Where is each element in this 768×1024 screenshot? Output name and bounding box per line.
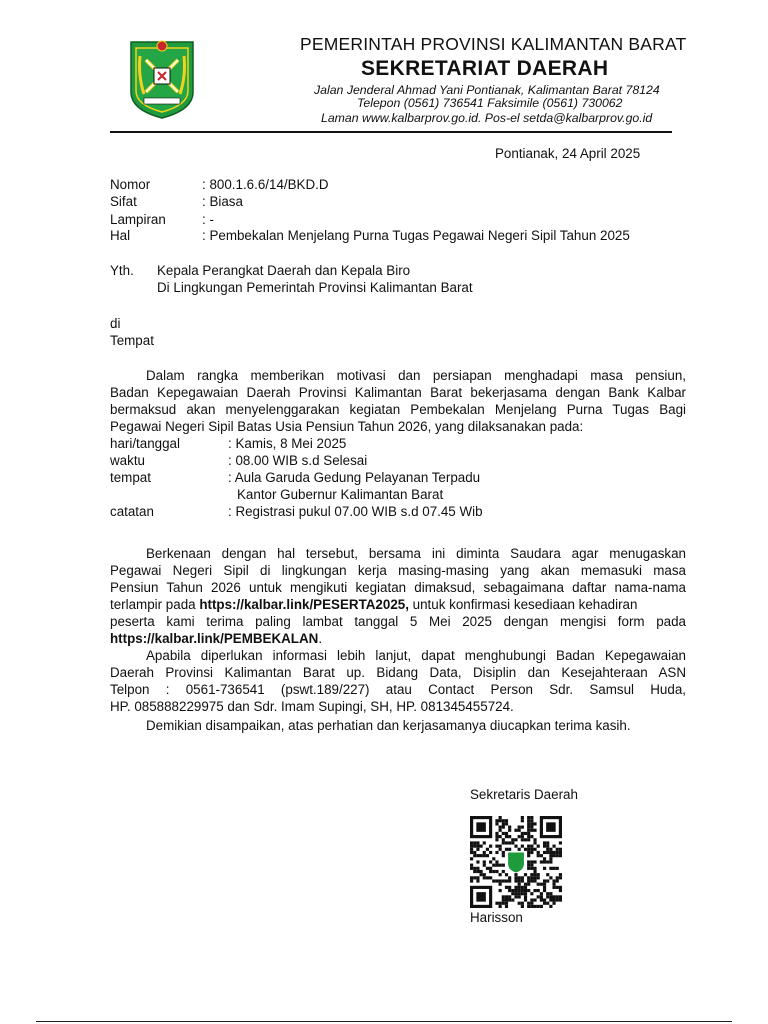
paragraph-1-line-3: bermaksud akan menyelenggarakan kegiatan Pembekalan Menjelang Purna Tugas Bagi: [110, 402, 686, 417]
paragraph-3-line-4: HP. 085888229975 dan Sdr. Imam Supingi, SH, HP. 081345455724.: [110, 699, 514, 714]
recipient-salutation: Yth.: [110, 263, 134, 278]
meta-label-sifat: Sifat: [110, 194, 137, 209]
paragraph-2-line-4-start: terlampir pada: [110, 597, 200, 612]
paragraph-2-line-6: [110, 631, 322, 646]
paragraph-2-line-3: Pensiun Tahun 2026 untuk mengikuti kegiatan dimaksud, sebagaimana daftar nama-nama: [110, 580, 686, 595]
office-name: SEKRETARIAT DAERAH: [361, 57, 609, 80]
paragraph-2-line-4: [110, 597, 637, 612]
recipient-place: Tempat: [110, 333, 154, 348]
recipient-di: di: [110, 316, 121, 331]
letterhead-divider: [110, 131, 672, 133]
paragraph-1-line-4: Pegawai Negeri Sipil Batas Usia Pensiun Tahun 2026, yang dilaksanakan pada:: [110, 419, 584, 434]
meta-value-nomor: : 800.1.6.6/14/BKD.D: [202, 177, 329, 192]
signatory-title: Sekretaris Daerah: [470, 787, 578, 802]
detail-value-note: : Registrasi pukul 07.00 WIB s.d 07.45 Wib: [228, 504, 483, 519]
signatory-name: Harisson: [470, 910, 523, 925]
paragraph-1-line-2: Badan Kepegawaian Daerah Provinsi Kalimantan Barat bekerjasama dengan Bank Kalbar: [110, 385, 686, 400]
detail-value-date: : Kamis, 8 Mei 2025: [228, 436, 347, 451]
paragraph-1-line-1: Dalam rangka memberikan motivasi dan persiapan menghadapi masa pensiun,: [146, 368, 686, 383]
detail-value-time: : 08.00 WIB s.d Selesai: [228, 453, 368, 468]
detail-value-place-line-2: Kantor Gubernur Kalimantan Barat: [237, 487, 444, 502]
closing-sentence: Demikian disampaikan, atas perhatian dan kerjasamanya diucapkan terima kasih.: [146, 718, 631, 733]
detail-label-time: waktu: [110, 453, 145, 468]
paragraph-3-line-2: Daerah Provinsi Kalimantan Barat up. Bidang Data, Disiplin dan Kesejahteraan ASN: [110, 665, 686, 680]
office-phone: Telepon (0561) 736541 Faksimile (0561) 730062: [357, 96, 623, 110]
footer-divider: [36, 1021, 732, 1022]
detail-label-date: hari/tanggal: [110, 436, 180, 451]
meta-label-hal: Hal: [110, 228, 131, 243]
paragraph-2-line-5: peserta kami terima paling lambat tanggal 5 Mei 2025 dengan mengisi form pada: [110, 614, 686, 629]
office-web-email: Laman www.kalbarprov.go.id. Pos-el setda@kalbarprov.go.id: [321, 111, 653, 125]
recipient-line-1: Kepala Perangkat Daerah dan Kepala Biro: [157, 263, 411, 278]
participant-list-link[interactable]: https://kalbar.link/PESERTA2025,: [199, 597, 409, 612]
paragraph-2-line-4-end: untuk konfirmasi kesediaan kehadiran: [408, 597, 638, 612]
meta-label-nomor: Nomor: [110, 177, 151, 192]
meta-label-lampiran: Lampiran: [110, 212, 166, 227]
paragraph-3-line-1: Apabila diperlukan informasi lebih lanjut, dapat menghubungi Badan Kepegawaian: [146, 648, 686, 663]
government-name: PEMERINTAH PROVINSI KALIMANTAN BARAT: [300, 34, 687, 54]
paragraph-2-line-1: Berkenaan dengan hal tersebut, bersama ini diminta Saudara agar menugaskan: [146, 546, 686, 561]
detail-label-note: catatan: [110, 504, 154, 519]
letter-date: Pontianak, 24 April 2025: [495, 146, 641, 161]
recipient-line-2: Di Lingkungan Pemerintah Provinsi Kalimantan Barat: [157, 280, 473, 295]
paragraph-3-line-3: Telpon : 0561-736541 (pswt.189/227) atau Contact Person Sdr. Samsul Huda,: [110, 682, 686, 697]
detail-label-place: tempat: [110, 470, 151, 485]
paragraph-2-line-2: Pegawai Negeri Sipil di lingkungan kerja masing-masing yang akan memasuki masa: [110, 563, 686, 578]
registration-form-link[interactable]: https://kalbar.link/PEMBEKALAN: [110, 631, 319, 646]
paragraph-2-line-6-end: .: [318, 631, 323, 646]
detail-value-place: : Aula Garuda Gedung Pelayanan Terpadu: [228, 470, 481, 485]
meta-value-hal: : Pembekalan Menjelang Purna Tugas Pegawai Negeri Sipil Tahun 2025: [202, 228, 630, 243]
meta-value-lampiran: : -: [202, 212, 214, 227]
province-logo: [128, 36, 196, 120]
signature-qr-code: [470, 816, 562, 908]
office-address: Jalan Jenderal Ahmad Yani Pontianak, Kalimantan Barat 78124: [314, 83, 660, 97]
meta-value-sifat: : Biasa: [202, 194, 243, 209]
